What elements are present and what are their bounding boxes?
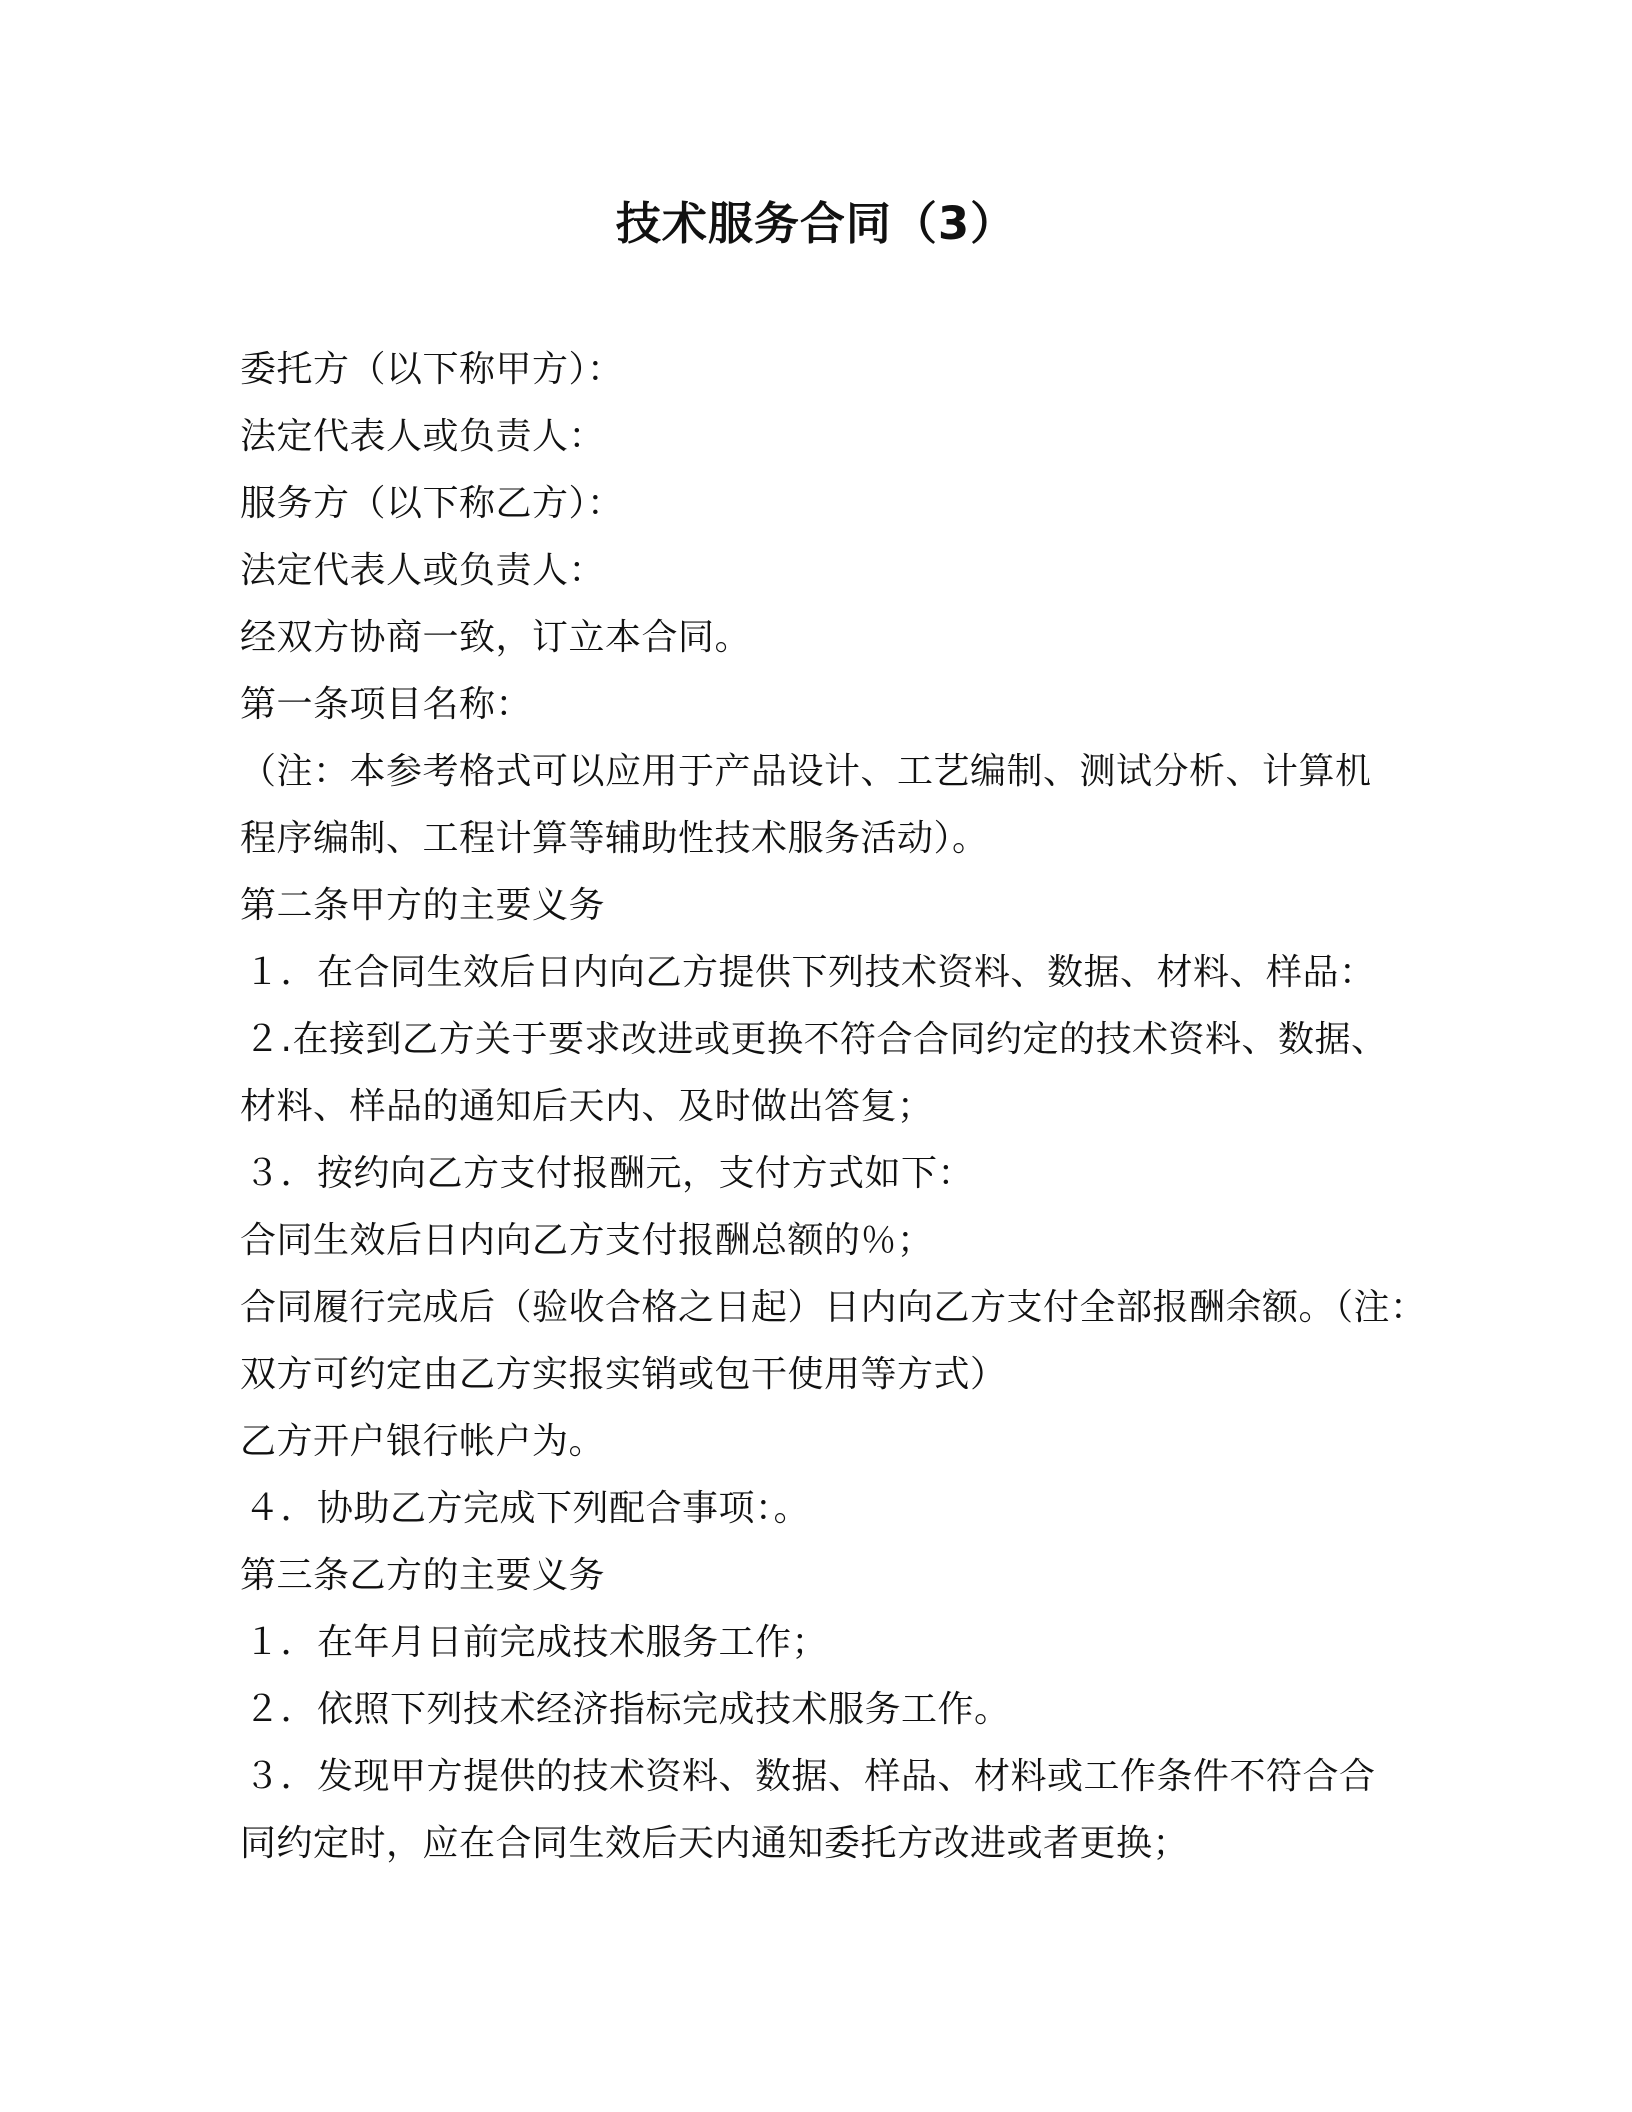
article-2-item-2-line-1: ２.在接到乙方关于要求改进或更换不符合合同约定的技术资料、数据、 xyxy=(244,1019,1388,1060)
article-1-note-line-2: 程序编制、工程计算等辅助性技术服务活动）。 xyxy=(240,818,989,859)
article-2-payment-note: 双方可约定由乙方实报实销或包干使用等方式） xyxy=(240,1354,1007,1395)
agreement-statement: 经双方协商一致，订立本合同。 xyxy=(240,617,752,658)
article-2-item-1: １．在合同生效后日内向乙方提供下列技术资料、数据、材料、样品： xyxy=(244,952,1376,993)
article-2-item-4: ４．协助乙方完成下列配合事项：。 xyxy=(244,1488,811,1529)
party-b-line: 服务方（以下称乙方）： xyxy=(240,483,624,524)
party-a-representative-line: 法定代表人或负责人： xyxy=(240,416,606,457)
article-2-item-2-line-2: 材料、样品的通知后天内、及时做出答复； xyxy=(240,1086,934,1127)
article-2-heading: 第二条甲方的主要义务 xyxy=(240,885,606,926)
article-3-item-3-line-2: 同约定时，应在合同生效后天内通知委托方改进或者更换； xyxy=(240,1823,1190,1864)
article-3-item-1: １．在年月日前完成技术服务工作； xyxy=(244,1622,829,1663)
article-3-heading: 第三条乙方的主要义务 xyxy=(240,1555,606,1596)
article-2-item-3: ３．按约向乙方支付报酬元，支付方式如下： xyxy=(244,1153,975,1194)
article-2-payment-line-1: 合同生效后日内向乙方支付报酬总额的％； xyxy=(240,1220,934,1261)
article-2-payment-line-2: 合同履行完成后（验收合格之日起）日内向乙方支付全部报酬余额。（注： xyxy=(240,1287,1427,1328)
article-1-heading: 第一条项目名称： xyxy=(240,684,533,725)
document-title: 技术服务合同（3） xyxy=(615,197,1017,250)
party-a-line: 委托方（以下称甲方）： xyxy=(240,349,624,390)
article-3-item-3-line-1: ３．发现甲方提供的技术资料、数据、样品、材料或工作条件不符合合 xyxy=(244,1756,1376,1797)
document-body xyxy=(240,336,1427,1877)
party-b-representative-line: 法定代表人或负责人： xyxy=(240,550,606,591)
article-2-bank-account: 乙方开户银行帐户为。 xyxy=(240,1421,606,1462)
article-3-item-2: ２．依照下列技术经济指标完成技术服务工作。 xyxy=(244,1689,1011,1730)
article-1-note-line-1: （注：本参考格式可以应用于产品设计、工艺编制、测试分析、计算机 xyxy=(240,751,1372,792)
